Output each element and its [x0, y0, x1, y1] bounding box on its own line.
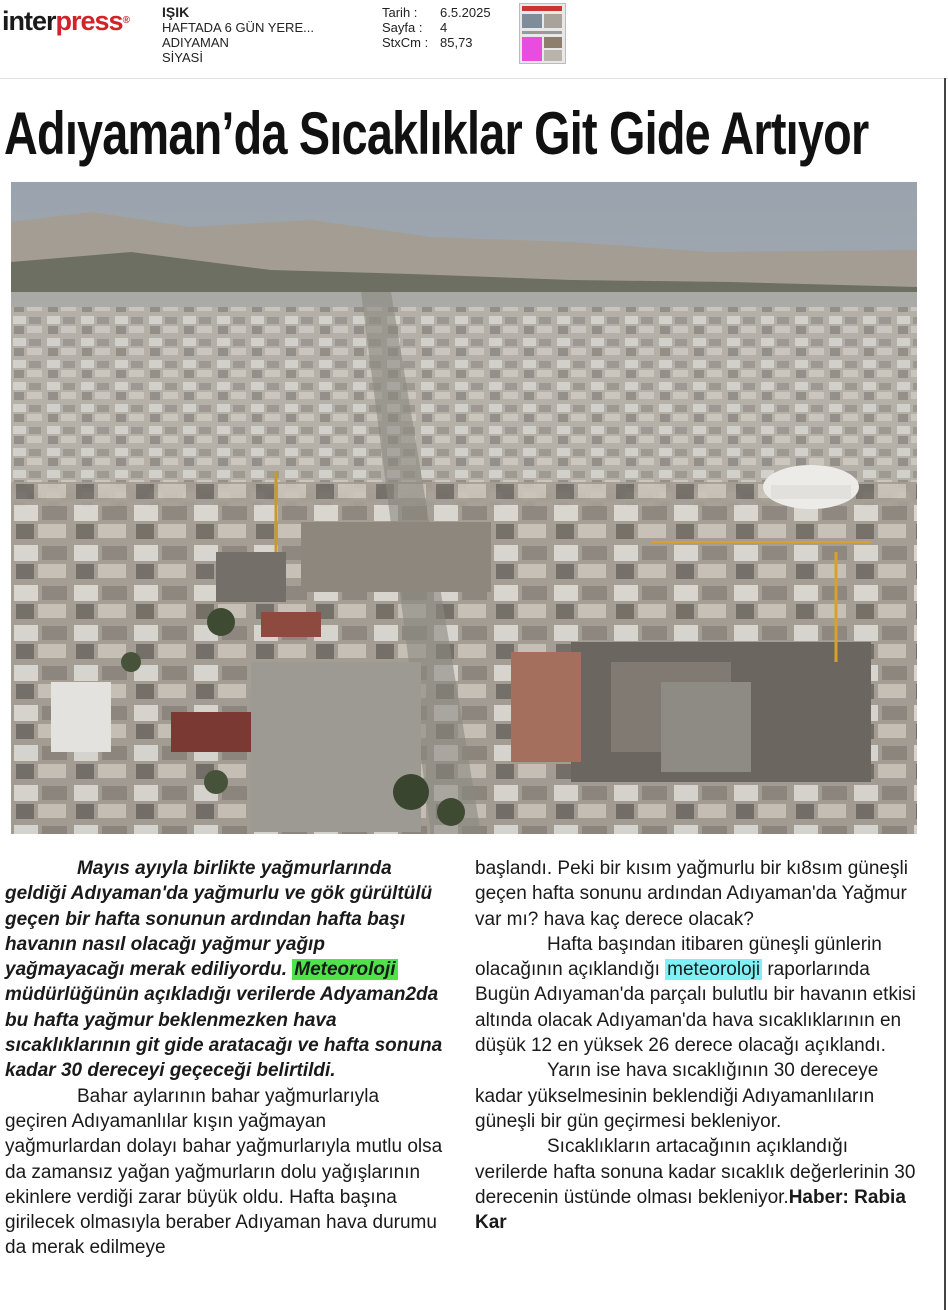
meta-page-value: 4 [440, 20, 448, 35]
byline: Haber: Rabia Kar [475, 1186, 906, 1234]
publication-section: SİYASİ [162, 50, 203, 65]
meta-page-label: Sayfa : [382, 20, 423, 35]
para3-part2: raporlarında Bugün Adıyaman'da parçalı bulutlu bir havanın etkisi altında olacak Adıyaman'da hava sıcaklıklarının en düşük 12 en yüksek 26 derece olacağı açıklandı. [475, 959, 916, 1057]
article-photo [11, 182, 917, 834]
paragraph-4: Yarın ise hava sıcaklığının 30 dereceye kadar yükselmesinin beklendiği Adıyamanlıların güneşli bir gün geçirmesi bekleniyor. [475, 1060, 879, 1132]
lead-part1: Mayıs ayıyla birlikte yağmurlarında geldiği Adıyaman'da yağmurlu ve gök gürültülü geçen bir hafta sonunun ardından hafta başı havanın nasıl olacağı yağmur yağıp yağmayacağı merak ediliyordu. [5, 858, 433, 981]
lead-highlight: Meteoroloji [294, 959, 396, 981]
header-divider [0, 78, 948, 79]
meta-stxcm-row [382, 35, 491, 50]
publication-info [162, 5, 314, 65]
aerial-city-photo [11, 182, 917, 834]
article-headline: Adıyaman’da Sıcaklıklar Git Gide Artıyor [4, 100, 869, 167]
paragraph-2-right: başlandı. Peki bir kısım yağmurlu bir kı8sım güneşli geçen hafta sonunu ardından Adıyaman'da Yağmur var mı? hava kaç derece olacak? [475, 858, 908, 930]
publication-frequency: HAFTADA 6 GÜN YERE... [162, 20, 314, 35]
paragraph-3 [475, 932, 925, 1058]
article-column-left [5, 856, 445, 1261]
logo-main: inter [2, 6, 56, 36]
page-edge-rule [944, 78, 946, 1310]
logo-registered-mark: ® [122, 15, 129, 26]
publication-name: IŞIK [162, 4, 190, 20]
lead-part2: müdürlüğünün açıkladığı verilerde Adyaman2da bu hafta yağmur beklenmezken hava sıcaklıklarının git gide aratacağı ve hafta sonuna kadar 30 dereceyi geçeceği belirtildi. [5, 984, 443, 1082]
logo-accent: press [55, 6, 123, 36]
meta-date-row [382, 5, 491, 20]
page-thumbnail[interactable] [519, 3, 566, 64]
meta-stxcm-value: 85,73 [440, 35, 473, 50]
paragraph-2-left: Bahar aylarının bahar yağmurlarıyla geçiren Adıyamanlılar kışın yağmayan yağmurlardan dolayı bahar yağmurlarıyla mutlu olsa da zamansız yağan yağmurların dolu yağışlarının ekinlere verdiği zarar büyük oldu. Hafta başına girilecek olmasıyla beraber Adıyaman hava durumu da merak edilmeye [5, 1085, 443, 1259]
para5-text: Sıcaklıkların artacağının açıklandığı verilerde hafta sonuna kadar sıcaklık değerlerinin 30 derecenin üstünde olması bekleniyor. [475, 1136, 916, 1208]
article-column-right [475, 856, 925, 1235]
meta-date-value: 6.5.2025 [440, 5, 491, 20]
meta-date-label: Tarih : [382, 5, 418, 20]
para3-highlight: meteoroloji [667, 959, 761, 981]
meta-stxcm-label: StxCm : [382, 35, 429, 50]
para3-part1: Hafta başından itibaren güneşli günlerin olacağının açıklandığı [475, 933, 882, 981]
interpress-logo [2, 6, 129, 36]
paragraph-5 [475, 1134, 925, 1235]
clipping-meta [382, 5, 491, 50]
meta-page-row [382, 20, 491, 35]
publication-city: ADIYAMAN [162, 35, 229, 50]
article-lead [5, 856, 445, 1084]
